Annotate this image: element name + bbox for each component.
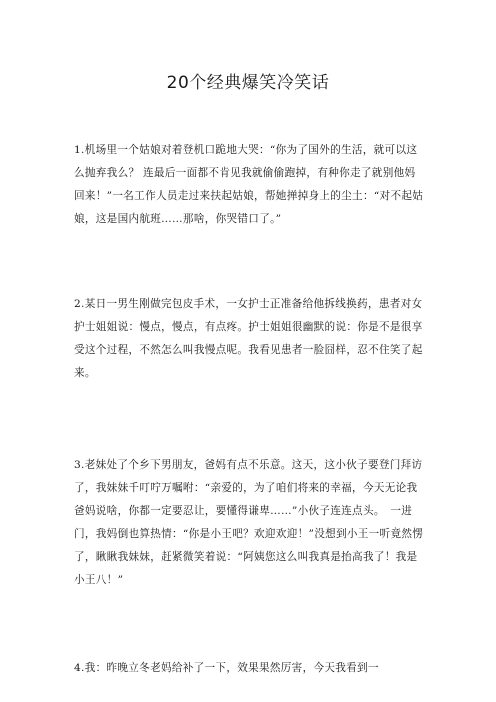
joke-paragraph-2: 2.某日一男生刚做完包皮手术，一女护士正准备给他拆线换药，患者对女护士姐姐说：慢点，慢点，有点疼。护士姐姐很幽默的说：你是不是很享受这个过程，不然怎么叫我慢点呢。我看见患者一脸囧样，忍不住笑了起来。 xyxy=(74,298,423,379)
joke-paragraph-4: 4.我：昨晚立冬老妈给补了一下，效果果然厉害，今天我看到一 xyxy=(74,662,379,674)
page-title: 20个经典爆笑冷笑话 xyxy=(166,73,330,93)
joke-paragraph-3: 3.老妹处了个乡下男朋友，爸妈有点不乐意。这天，这小伙子要登门拜访了，我妹妹千叮咛万嘱咐：“亲爱的，为了咱们将来的幸福，今天无论我爸妈说啥，你都一定要忍让，要懂得谦卑……”小伙子连连点头。 一进门，我妈倒也算热情：“你是小王吧？欢迎欢迎！”没想到小王一听竟然愣了，瞅瞅我妹妹，赶紧微笑着说：“阿姨您这么叫我真是抬高我了！我是小王八！” xyxy=(74,459,424,586)
joke-paragraph-1: 1.机场里一个姑娘对着登机口跪地大哭：“你为了国外的生活，就可以这么抛弃我么？ 连最后一面都不肯见我就偷偷跑掉，有种你走了就别他妈回来！”一名工作人员走过来扶起姑娘，帮她掸掉身上的尘土：“对不起姑娘，这是国内航班……那啥，你哭错口了。” xyxy=(74,144,424,225)
